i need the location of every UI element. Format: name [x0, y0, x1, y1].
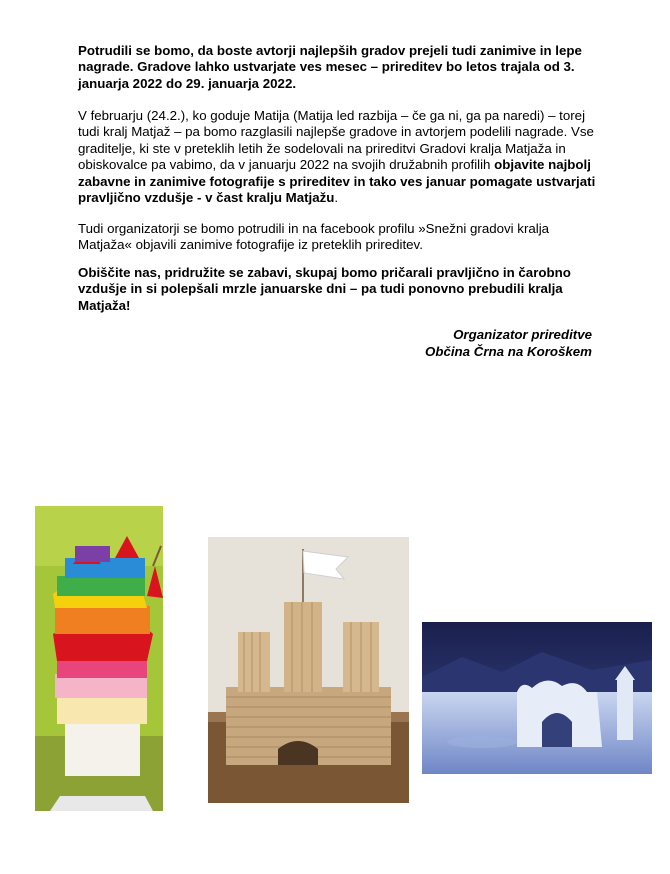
snow-castle-photo: [422, 622, 652, 774]
intro-paragraph: Potrudili se bomo, da boste avtorji najlepših gradov prejeli tudi zanimive in lepe nagrade. Gradove lahko ustvarjate ves mesec – prireditev bo letos trajala od 3. januarja 2022 do 29. januarja 2022.: [78, 43, 582, 91]
origami-castle-photo: [35, 506, 163, 811]
invite-paragraph: Obiščite nas, pridružite se zabavi, skupaj bomo pričarali pravljično in čarobno vzdušje in si polepšali mrzle januarske dni – pa tudi ponovno prebudili kralja Matjaža!: [78, 265, 571, 313]
wooden-stick-castle-photo: [208, 537, 409, 803]
body-highlight: objavite najbolj zabavne in zanimive fotografije s prireditev in tako ves januar pomagate ustvarjati pravljično vzdušje - v čast kralju Matjažu: [78, 157, 596, 206]
body-end: .: [334, 190, 339, 206]
body-text: V februarju (24.2.), ko goduje Matija (Matija led razbija – če ga ni, ga pa naredi) – torej tudi kralj Matjaž – pa bomo razglasili najlepše gradove in avtorjem podelili nagrade. Vse graditelje, ki ste v preteklih letih že sodelovali na prireditvi Gradovi kralja Matjaža in obiskovalce pa vabimo, da v januarju 2022 na svojih družabnih profilih: [78, 108, 594, 173]
signature-organizer: Organizator prireditve: [453, 327, 592, 342]
body-paragraph: [78, 108, 598, 206]
facebook-paragraph: Tudi organizatorji se bomo potrudili in na facebook profilu »Snežni gradovi kralja Matjaža« objavili zanimive fotografije iz preteklih prireditev.: [78, 221, 550, 253]
signature-municipality: Občina Črna na Koroškem: [425, 344, 592, 359]
